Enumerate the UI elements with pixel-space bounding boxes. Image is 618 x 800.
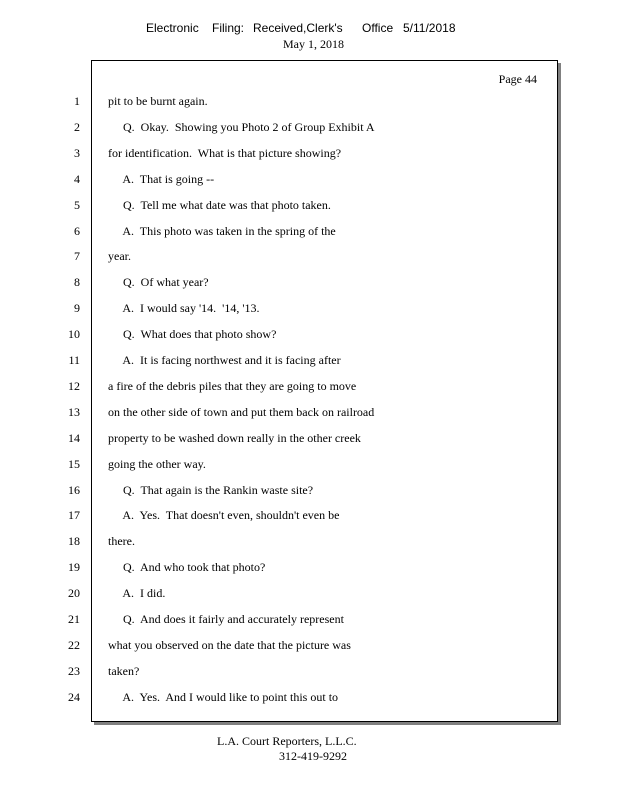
header-word-filing: Filing: <box>212 21 245 35</box>
transcript-line-text: a fire of the debris piles that they are going to move <box>108 379 357 393</box>
transcript-line-text: A. That is going -- <box>108 172 215 186</box>
transcript-line-text: for identification. What is that picture showing? <box>108 146 342 160</box>
line-number: 1 <box>74 94 80 108</box>
footer-phone: 312-419-9292 <box>279 749 347 763</box>
transcript-line-text: going the other way. <box>108 457 206 471</box>
transcript-line-text: Q. And does it fairly and accurately represent <box>108 612 344 626</box>
line-number: 14 <box>68 431 80 445</box>
transcript-line-text: Q. That again is the Rankin waste site? <box>108 483 314 497</box>
line-number: 2 <box>74 120 80 134</box>
line-number: 8 <box>74 275 80 289</box>
transcript-line-text: Q. What does that photo show? <box>108 327 277 341</box>
transcript-line-text: A. Yes. That doesn't even, shouldn't even be <box>108 508 340 522</box>
line-number: 15 <box>68 457 80 471</box>
line-number: 20 <box>68 586 80 600</box>
header-word-received: Received,Clerk's <box>253 21 343 35</box>
line-number: 4 <box>74 172 80 186</box>
line-number: 21 <box>68 612 80 626</box>
line-number: 9 <box>74 301 80 315</box>
line-number: 22 <box>68 638 80 652</box>
footer-company: L.A. Court Reporters, L.L.C. <box>217 734 357 748</box>
line-number: 18 <box>68 534 80 548</box>
line-number: 16 <box>68 483 80 497</box>
transcript-line-text: A. It is facing northwest and it is facing after <box>108 353 341 367</box>
page-number: Page 44 <box>498 72 537 86</box>
transcript-line-text: on the other side of town and put them back on railroad <box>108 405 375 419</box>
transcript-line-text: Q. And who took that photo? <box>108 560 266 574</box>
transcript-line-text: Q. Of what year? <box>108 275 209 289</box>
transcript-line-text: property to be washed down really in the other creek <box>108 431 361 445</box>
transcript-line-text: there. <box>108 534 135 548</box>
transcript-line-text: A. I would say '14. '14, '13. <box>108 301 260 315</box>
transcript-line-text: what you observed on the date that the picture was <box>108 638 351 652</box>
line-number: 23 <box>68 664 80 678</box>
header-date-line: May 1, 2018 <box>283 37 344 51</box>
transcript-line-text: pit to be burnt again. <box>108 94 208 108</box>
line-number: 24 <box>68 690 80 704</box>
line-number: 6 <box>74 224 80 238</box>
line-number: 12 <box>68 379 80 393</box>
line-number: 13 <box>68 405 80 419</box>
line-number: 19 <box>68 560 80 574</box>
line-number: 7 <box>74 249 80 263</box>
header-word-date: 5/11/2018 <box>403 21 456 35</box>
transcript-line-text: Q. Tell me what date was that photo taken. <box>108 198 331 212</box>
line-number: 11 <box>68 353 80 367</box>
transcript-line-text: A. Yes. And I would like to point this out to <box>108 690 339 704</box>
line-number: 3 <box>74 146 80 160</box>
line-number: 5 <box>74 198 80 212</box>
transcript-line-text: A. This photo was taken in the spring of the <box>108 224 336 238</box>
header-word-electronic: Electronic <box>146 21 199 35</box>
transcript-line-text: Q. Okay. Showing you Photo 2 of Group Exhibit A <box>108 120 375 134</box>
transcript-line-text: year. <box>108 249 131 263</box>
line-number: 17 <box>68 508 80 522</box>
transcript-line-text: taken? <box>108 664 140 678</box>
line-number: 10 <box>68 327 80 341</box>
header-word-office: Office <box>362 21 394 35</box>
transcript-line-text: A. I did. <box>108 586 166 600</box>
